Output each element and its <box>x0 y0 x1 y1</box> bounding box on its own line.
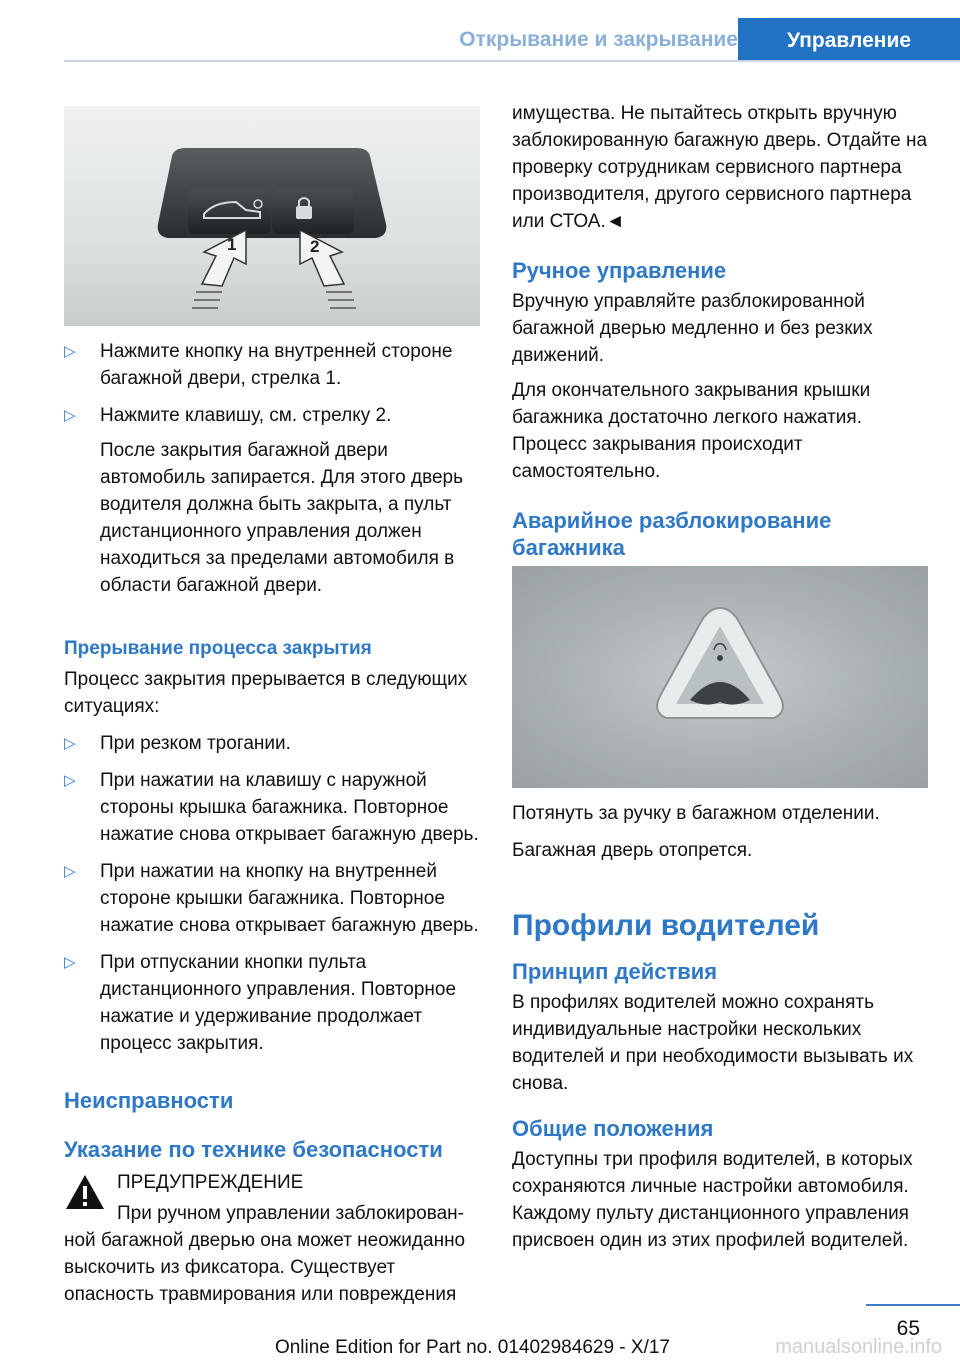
interrupt-list <box>64 730 480 1057</box>
triangle-bullet-icon: ▷ <box>64 407 76 424</box>
principle-text: В профилях водителей можно сохранять индивидуальные настройки нескольких водителей и при необходимости вызывать их снова. <box>512 992 914 1094</box>
manual-operation-text-2: Для окончательного закрывания крышки багажника достаточно легкого нажатия. Процесс закрывания происходит самостоятельно. <box>512 380 871 482</box>
list-item: ▷ При отпускании кнопки пульта дистанционного управления. Повторное нажатие и удерживание продолжает процесс закрытия. <box>64 949 480 1057</box>
list-item: ▷ При резком трогании. <box>64 730 480 757</box>
list-item: ▷ Нажмите кнопку на внутренней стороне багажной двери, стрелка 1. <box>64 338 480 392</box>
warning-text-line1: При ручном управлении заблокирован- <box>117 1203 465 1224</box>
malfunction-heading: Неисправности <box>64 1088 234 1113</box>
general-text: Доступны три профиля водителей, в которых сохраняются личные настройки автомобиля. Каждому пульту дистанционного управления присвоен один из этих профилей водителей. <box>512 1149 913 1251</box>
triangle-bullet-icon: ▷ <box>64 772 76 789</box>
interrupt-intro: Процесс закрытия прерывается в следующих ситуациях: <box>64 669 468 717</box>
triangle-bullet-icon: ▷ <box>64 343 76 360</box>
running-header-chapter: Управление <box>738 18 960 62</box>
safety-heading: Указание по технике безопасности <box>64 1137 443 1162</box>
manual-operation-text-1: Вручную управляйте разблокированной багажной дверью медленно и без резких движений. <box>512 291 873 366</box>
emergency-release-heading: Аварийное разблокирование багажника <box>512 508 832 560</box>
triangle-bullet-icon: ▷ <box>64 954 76 971</box>
emergency-release-handle-illustration <box>512 566 928 788</box>
driver-profiles-heading: Профили водителей <box>512 909 820 942</box>
warning-continuation: имущества. Не пытайтесь открыть вручную заблокированную багажную дверь. Отдайте на проверку сотрудникам сервисного партнера производителя, другого сервисного партнера или СТОА.◄ <box>512 103 928 232</box>
triangle-bullet-icon: ▷ <box>64 863 76 880</box>
arrow-label-2: 2 <box>310 237 320 256</box>
triangle-bullet-icon: ▷ <box>64 735 76 752</box>
right-column <box>512 100 928 561</box>
list-item: ▷ Нажмите клавишу, см. стрелку 2. <box>64 402 480 429</box>
emergency-release-text-2: Багажная дверь отопрется. <box>512 840 753 861</box>
instruction-list <box>64 338 480 429</box>
interrupt-heading: Прерывание процесса закрытия <box>64 638 372 659</box>
list-item: ▷ При нажатии на кнопку на внутренней стороне крышки багажника. Повторное нажатие снова открывает багажную дверь. <box>64 858 480 939</box>
page-number: 65 <box>896 1317 920 1340</box>
arrow-label-1: 1 <box>227 235 237 254</box>
emergency-release-text-1: Потянуть за ручку в багажном отделении. <box>512 803 880 824</box>
manual-operation-heading: Ручное управление <box>512 258 727 283</box>
tailgate-buttons-illustration <box>64 106 480 326</box>
general-heading: Общие положения <box>512 1116 714 1141</box>
left-column <box>64 338 480 1308</box>
watermark: manualsonline.info <box>775 1336 942 1358</box>
auto-lock-note: После закрытия багажной двери автомобиль запирается. Для этого дверь водителя должна быть закрыта, а пульт дистанционного управления должен находиться за пределами автомобиля в области багажной двери. <box>100 440 463 596</box>
warning-block <box>64 1169 480 1308</box>
warning-text: ной багажной дверью она может неожиданно выскочить из фиксатора. Существует опасность травмирования или повреждения <box>64 1230 466 1305</box>
emergency-release-figure <box>512 566 928 788</box>
edition-footer: Online Edition for Part no. 01402984629 - X/17 <box>274 1337 670 1358</box>
warning-title: ПРЕДУПРЕЖДЕНИЕ <box>117 1172 304 1193</box>
list-item: ▷ При нажатии на клавишу с наружной стороны крышка багажника. Повторное нажатие снова открывает багажную дверь. <box>64 767 480 848</box>
principle-heading: Принцип действия <box>512 959 718 984</box>
header-rule <box>64 60 960 62</box>
tailgate-buttons-figure <box>64 106 480 326</box>
page-number-rule <box>866 1304 960 1306</box>
warning-triangle-icon <box>64 1173 106 1211</box>
right-column-lower <box>512 800 928 1254</box>
running-header-section: Открывание и закрывание <box>459 28 738 51</box>
